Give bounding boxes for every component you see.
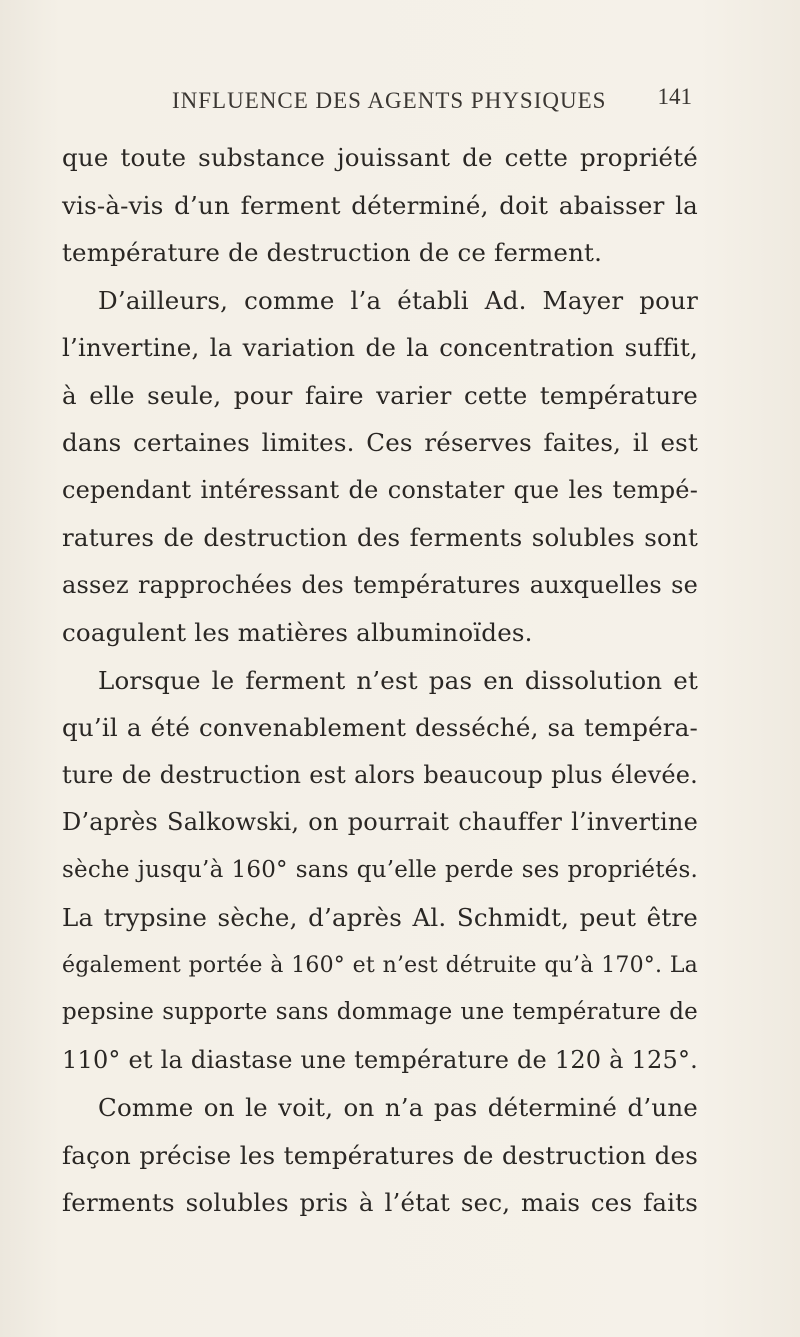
text-line: cependant intéressant de constater que les tempé- [62, 475, 698, 504]
text-line: pepsine supporte sans dommage une température de [62, 999, 698, 1025]
text-line: Comme on le voit, on n’a pas déterminé d’une [98, 1093, 698, 1122]
text-line: à elle seule, pour faire varier cette température [62, 380, 698, 410]
text-line: assez rapprochées des températures auxquelles se [62, 570, 698, 599]
text-line: température de destruction de ce ferment. [62, 238, 603, 267]
text-line: vis-à-vis d’un ferment déterminé, doit abaisser la [62, 190, 698, 220]
text-line: ture de destruction est alors beaucoup plus élevée. [62, 760, 698, 789]
text-line: qu’il a été convenablement desséché, sa tempéra- [62, 713, 698, 742]
text-line: La trypsine sèche, d’après Al. Schmidt, peut être [62, 903, 698, 932]
text-line: l’invertine, la variation de la concentration suffit, [62, 333, 698, 362]
text-line: que toute substance jouissant de cette propriété [62, 143, 698, 172]
text-line: coagulent les matières albuminoïdes. [62, 618, 533, 647]
text-line: également portée à 160° et n’est détruite qu’à 170°. La [62, 952, 698, 978]
text-line: ferments solubles pris à l’état sec, mais ces faits [62, 1188, 698, 1217]
text-line: Lorsque le ferment n’est pas en dissolution et [98, 665, 698, 695]
body-text [62, 134, 698, 1227]
text-line: sèche jusqu’à 160° sans qu’elle perde ses propriétés. [62, 856, 698, 883]
text-line: façon précise les températures de destruction des [62, 1140, 698, 1170]
text-line: 110° et la diastase une température de 120 à 125°. [62, 1045, 698, 1074]
running-title: INFLUENCE DES AGENTS PHYSIQUES [172, 88, 607, 113]
page-number: 141 [657, 84, 692, 109]
text-line: dans certaines limites. Ces réserves faites, il est [62, 428, 698, 457]
text-line: D’ailleurs, comme l’a établi Ad. Mayer pour [98, 285, 698, 315]
page-header [172, 84, 692, 118]
text-line: D’après Salkowski, on pourrait chauffer l’invertine [62, 808, 698, 836]
text-line: ratures de destruction des ferments solubles sont [62, 523, 698, 552]
